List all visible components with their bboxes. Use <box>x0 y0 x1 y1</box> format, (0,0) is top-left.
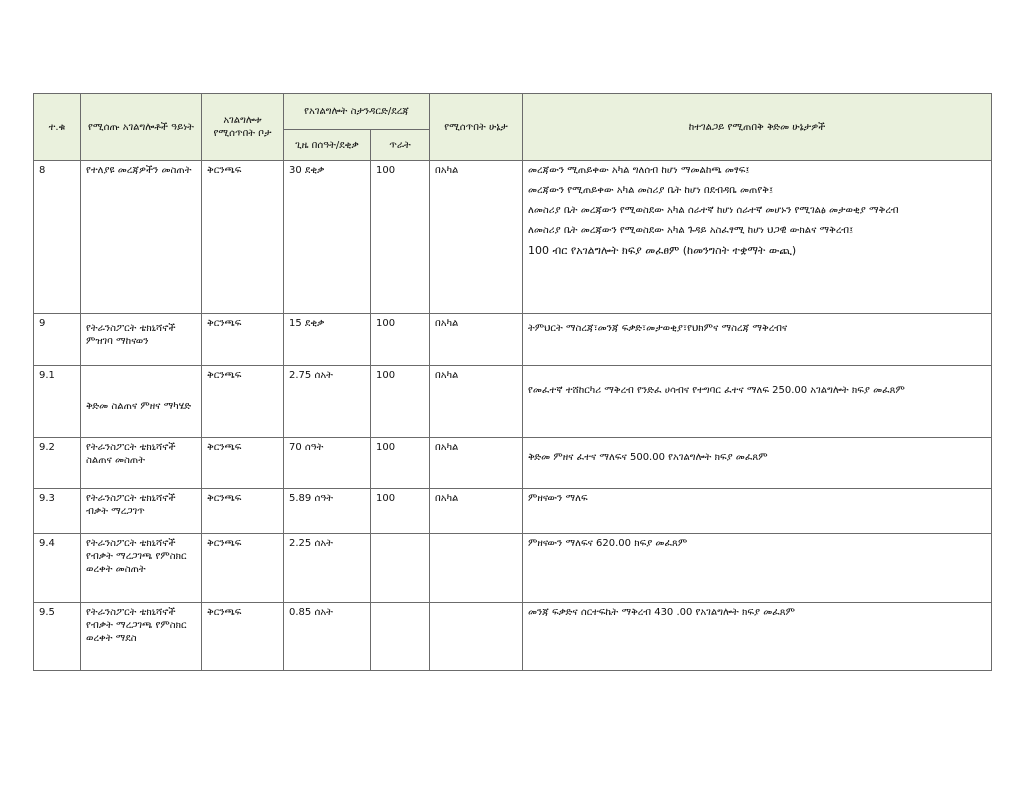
header-conditions: ከተገልጋይ የሚጠበቅ ቅድመ ሁኔታዎች <box>523 94 992 161</box>
service-conditions <box>523 314 992 366</box>
service-name: የትራንስፖርት ቴክኒሻኖች የብቃት ማረጋገጫ የምስክር ወረቀት መስጠት <box>81 534 202 603</box>
service-mode <box>430 603 523 671</box>
service-place: ቅርንጫፍ <box>202 366 284 438</box>
service-place: ቅርንጫፍ <box>202 161 284 314</box>
row-number: 9.5 <box>34 603 81 671</box>
row-number: 9.3 <box>34 489 81 534</box>
service-mode: በአካል <box>430 366 523 438</box>
table-row <box>34 366 992 438</box>
service-name: የትራንስፖርት ቴክኒሻኖች የብቃት ማረጋገጫ የምስክር ወረቀት ማደስ <box>81 603 202 671</box>
service-name: የተለያዩ መረጃዎችን መስጠት <box>81 161 202 314</box>
service-mode: በአካል <box>430 489 523 534</box>
header-standard: የአገልግሎት ስታንዳርድ/ደረጃ <box>284 94 430 130</box>
condition-item: 100 ብር የአገልግሎት ክፍያ መፈፀም (ከመንግስት ተቋማት ውጪ) <box>528 244 797 257</box>
condition-item: ቅድመ ምዘና ፈተና ማለፍና 500.00 የአገልግሎት ክፍያ መፈጸም <box>528 452 768 463</box>
service-conditions <box>523 534 992 603</box>
condition-item: የመፈተኛ ተሸከርካሪ ማቅረብ የንድፈ ሀሳብና የተግባር ፈተና ማለፍ 250.00 አገልግሎት ክፍያ መፈጸም <box>528 385 905 396</box>
service-conditions <box>523 489 992 534</box>
service-place: ቅርንጫፍ <box>202 603 284 671</box>
service-quality: 100 <box>371 438 430 489</box>
service-time: 2.75 ሰአት <box>284 366 371 438</box>
service-place: ቅርንጫፍ <box>202 314 284 366</box>
condition-item: መንጃ ፍቃድና ሰርተፍኬት ማቅረብ 430 .00 የአገልግሎት ክፍያ መፈጸም <box>528 607 795 618</box>
header-no: ተ.ቁ <box>34 94 81 161</box>
service-time: 70 ሰዓት <box>284 438 371 489</box>
service-time: 30 ደቂቃ <box>284 161 371 314</box>
table-row <box>34 438 992 489</box>
service-conditions <box>523 603 992 671</box>
header-service-type: የሚሰጡ አገልግሎቶች ዓይነት <box>81 94 202 161</box>
header-quality: ጥራት <box>371 130 430 161</box>
service-mode <box>430 534 523 603</box>
condition-item: ምዘናውን ማለፍ <box>528 493 588 504</box>
service-quality: 100 <box>371 161 430 314</box>
service-conditions <box>523 161 992 314</box>
service-conditions <box>523 366 992 438</box>
service-conditions <box>523 438 992 489</box>
row-number: 9 <box>34 314 81 366</box>
header-row <box>34 94 992 130</box>
table-row <box>34 489 992 534</box>
service-quality: 100 <box>371 489 430 534</box>
service-quality <box>371 603 430 671</box>
service-quality <box>371 534 430 603</box>
header-time: ጊዜ በሰዓት/ደቂቃ <box>284 130 371 161</box>
service-place: ቅርንጫፍ <box>202 489 284 534</box>
table-row <box>34 314 992 366</box>
row-number: 9.1 <box>34 366 81 438</box>
table-row <box>34 161 992 314</box>
row-number: 8 <box>34 161 81 314</box>
condition-item: መረጃውን የሚጠይቀው አካል መስሪያ ቤት ከሆነ በደብዳቤ መጠየቅ፤ <box>528 185 774 196</box>
service-mode: በአካል <box>430 161 523 314</box>
table-row <box>34 534 992 603</box>
condition-item: ምዘናውን ማለፍና 620.00 ክፍያ መፈጸም <box>528 538 688 549</box>
services-table <box>33 93 992 671</box>
condition-item: መረጃውን ሚጠይቀው አካል ግለሰብ ከሆነ ማመልከጫ መፃፍ፤ <box>528 165 750 176</box>
service-time: 2.25 ሰአት <box>284 534 371 603</box>
table-row <box>34 603 992 671</box>
service-quality: 100 <box>371 366 430 438</box>
service-mode: በአካል <box>430 438 523 489</box>
service-place: ቅርንጫፍ <box>202 438 284 489</box>
row-number: 9.4 <box>34 534 81 603</box>
service-name: የትራንስፖርት ቴክኒሻኖች ምዝገባ ማከናወን <box>81 314 202 366</box>
condition-item: ትምህርት ማስረጃ፣መንጃ ፍቃድ፣መታወቂያ፣የህክምና ማስረጃ ማቅረብና <box>528 323 788 334</box>
service-time: 0.85 ሰአት <box>284 603 371 671</box>
header-place: አገልግሎቱ የሚሰጥበት ቦታ <box>202 94 284 161</box>
row-number: 9.2 <box>34 438 81 489</box>
condition-item: ለመስሪያ ቤት መረጃውን የሚወስደው አካል ሰራተኛ ከሆነ ሰራተኛ መሆኑን የሚገልፅ መታወቂያ ማቅረብ <box>528 205 899 216</box>
service-time: 15 ደቂቃ <box>284 314 371 366</box>
header-mode: የሚሰጥበት ሁኔታ <box>430 94 523 161</box>
service-name: ቅድመ ስልጠና ምዘና ማካሄድ <box>81 366 202 438</box>
service-place: ቅርንጫፍ <box>202 534 284 603</box>
service-mode: በአካል <box>430 314 523 366</box>
service-name: የትራንስፖርት ቴክኒሻኖች ብቃት ማረጋገጥ <box>81 489 202 534</box>
condition-item: ለመስሪያ ቤት መረጃውን የሚወስደው አካል ጉዳይ አስፈፃሚ ከሆነ ህጋዊ ውክልና ማቅረብ፤ <box>528 225 854 236</box>
service-quality: 100 <box>371 314 430 366</box>
service-time: 5.89 ሰዓት <box>284 489 371 534</box>
service-name: የትራንስፖርት ቴክኒሻኖች ስልጠና መስጠት <box>81 438 202 489</box>
